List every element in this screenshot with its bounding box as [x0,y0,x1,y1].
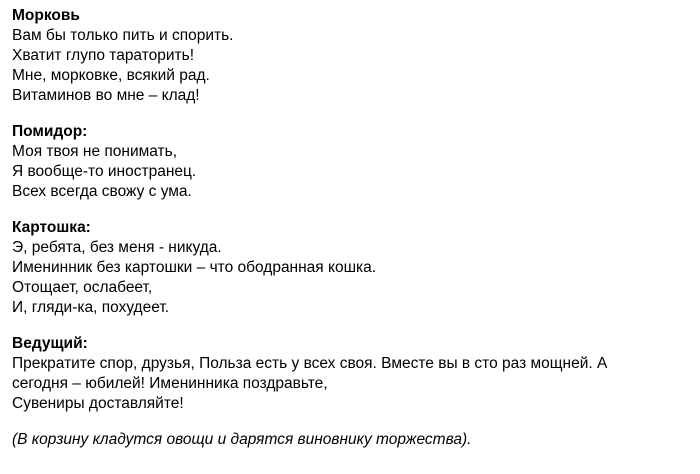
speaker-name: Морковь [12,7,80,24]
speaker-name: Помидор: [12,123,88,140]
speaker-name: Ведущий: [12,335,88,352]
verse-line: Отощает, ослабеет, [12,279,153,296]
verse-block-tomato [12,122,692,202]
verse-line: Именинник без картошки – что ободранная кошка. [12,259,377,276]
verse-line: Прекратите спор, друзья, Польза есть у всех своя. Вместе вы в сто раз мощней. А сегодня – юбилей! Именинника поздравьте, [12,355,608,392]
verse-line: Сувениры доставляйте! [12,395,184,412]
verse-block-potato [12,218,692,318]
verse-block-carrot [12,6,692,106]
verse-line: Я вообще-то иностранец. [12,163,197,180]
verse-line: И, гляди-ка, похудеет. [12,299,170,316]
verse-line: Э, ребята, без меня - никуда. [12,239,222,256]
verse-block-host [12,334,692,414]
verse-line: Моя твоя не понимать, [12,143,178,160]
verse-line: Вам бы только пить и спорить. [12,27,234,44]
speaker-name: Картошка: [12,219,91,236]
verse-line: Витаминов во мне – клад! [12,87,200,104]
stage-direction: (В корзину кладутся овощи и дарятся виновнику торжества). [12,431,472,448]
document-page [12,6,692,450]
verse-line: Мне, морковке, всякий рад. [12,67,210,84]
verse-line: Всех всегда свожу с ума. [12,183,192,200]
verse-line: Хватит глупо тараторить! [12,47,195,64]
